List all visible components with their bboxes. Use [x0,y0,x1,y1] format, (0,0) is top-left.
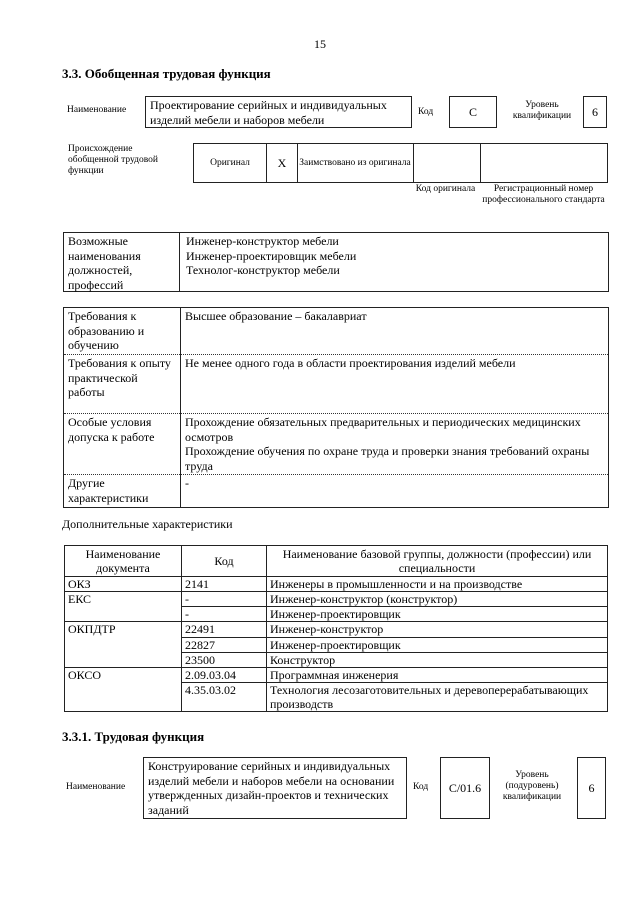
tf-code-value: C/01.6 [440,757,490,819]
requirement-value [181,308,609,355]
code-label: Код [418,107,434,117]
doc-cell: ЕКС [65,592,182,622]
requirement-value [181,475,609,507]
requirement-line: Прохождение обязательных предварительных и периодических медицинских осмотров [185,414,581,444]
subsection-heading: 3.3.1. Трудовая функция [62,729,205,744]
reg-number-cell [480,144,608,182]
additional-heading: Дополнительные характеристики [62,517,233,531]
code-cell: - [182,607,267,622]
additional-table [64,545,608,712]
origin-label: Происхождение обобщенной трудовой функции [68,144,158,176]
requirement-line: - [185,476,189,491]
doc-cell: ОКСО [65,667,182,711]
table-header [65,546,608,577]
name-cell: Программная инженерия [267,667,608,682]
code-value: C [449,96,497,128]
table-row [65,622,608,637]
orig-code-caption: Код оригинала [415,184,476,194]
requirement-line: Не менее одного года в области проектирования изделий мебели [185,355,516,370]
tf-level-value: 6 [577,757,606,819]
tf-name-value: Конструирование серийных и индивидуальных изделий мебели и наборов мебели на основании утвержденных дизайн-проектов и технических заданий [143,757,407,819]
code-cell: - [182,592,267,607]
table-row [64,308,609,355]
tf-code-label: Код [413,782,429,792]
requirements-table [63,307,609,508]
table-row [65,667,608,682]
tf-name-label: Наименование [66,782,126,792]
table-row [64,354,609,413]
section-heading: 3.3. Обобщенная трудовая функция [62,66,271,81]
level-value: 6 [583,96,607,128]
code-cell: 22827 [182,637,267,652]
header-document: Наименование документа [65,546,182,577]
level-label: Уровень квалификации [512,100,572,121]
name-cell: Инженер-проектировщик [267,637,608,652]
position-item: Инженер-конструктор мебели [186,234,339,248]
reg-number-caption: Регистрационный номер профессионального стандарта [482,184,605,205]
code-cell: 23500 [182,652,267,667]
requirement-line: Высшее образование – бакалавриат [185,309,367,323]
code-cell: 22491 [182,622,267,637]
original-label: Оригинал [210,157,250,168]
requirement-label: Требования к опыту практической работы [64,354,181,413]
table-row [65,592,608,607]
code-cell: 4.35.03.02 [182,683,267,712]
requirement-label: Другие характеристики [64,475,181,507]
name-cell: Инженер-конструктор (конструктор) [267,592,608,607]
origin-box [193,143,608,183]
position-item: Технолог-конструктор мебели [186,263,340,278]
name-cell: Инженеры в промышленности и на производстве [267,577,608,592]
name-cell: Инженер-конструктор [267,622,608,637]
doc-cell: ОКПДТР [65,622,182,667]
original-mark: X [266,144,298,182]
positions-label: Возможные наименования должностей, профессий [68,234,141,292]
doc-cell: ОКЗ [65,577,182,592]
tf-level-label: Уровень (подуровень) квалификации [502,770,562,802]
name-value: Проектирование серийных и индивидуальных изделий мебели и наборов мебели [145,96,412,128]
requirement-value [181,413,609,475]
requirement-label: Требования к образованию и обучению [64,308,181,355]
header-name: Наименование базовой группы, должности (профессии) или специальности [267,546,608,577]
header-code: Код [182,546,267,577]
divider [179,233,180,291]
positions-list [186,234,596,278]
name-cell: Технология лесозаготовительных и деревоперерабатывающих производств [267,683,608,712]
table-row [64,475,609,507]
requirement-value [181,354,609,413]
requirement-label: Особые условия допуска к работе [64,413,181,475]
code-cell: 2.09.03.04 [182,667,267,682]
name-cell: Инженер-проектировщик [267,607,608,622]
table-row [64,413,609,475]
position-item: Инженер-проектировщик мебели [186,248,357,263]
code-cell: 2141 [182,577,267,592]
table-row [65,577,608,592]
page-number: 15 [314,37,326,51]
name-cell: Конструктор [267,652,608,667]
orig-code-cell [413,144,481,182]
borrowed-label: Заимствовано из оригинала [299,157,411,168]
positions-table [63,232,609,292]
name-label: Наименование [67,105,127,115]
requirement-line: Прохождение обучения по охране труда и проверки знания требований охраны труда [185,444,590,473]
